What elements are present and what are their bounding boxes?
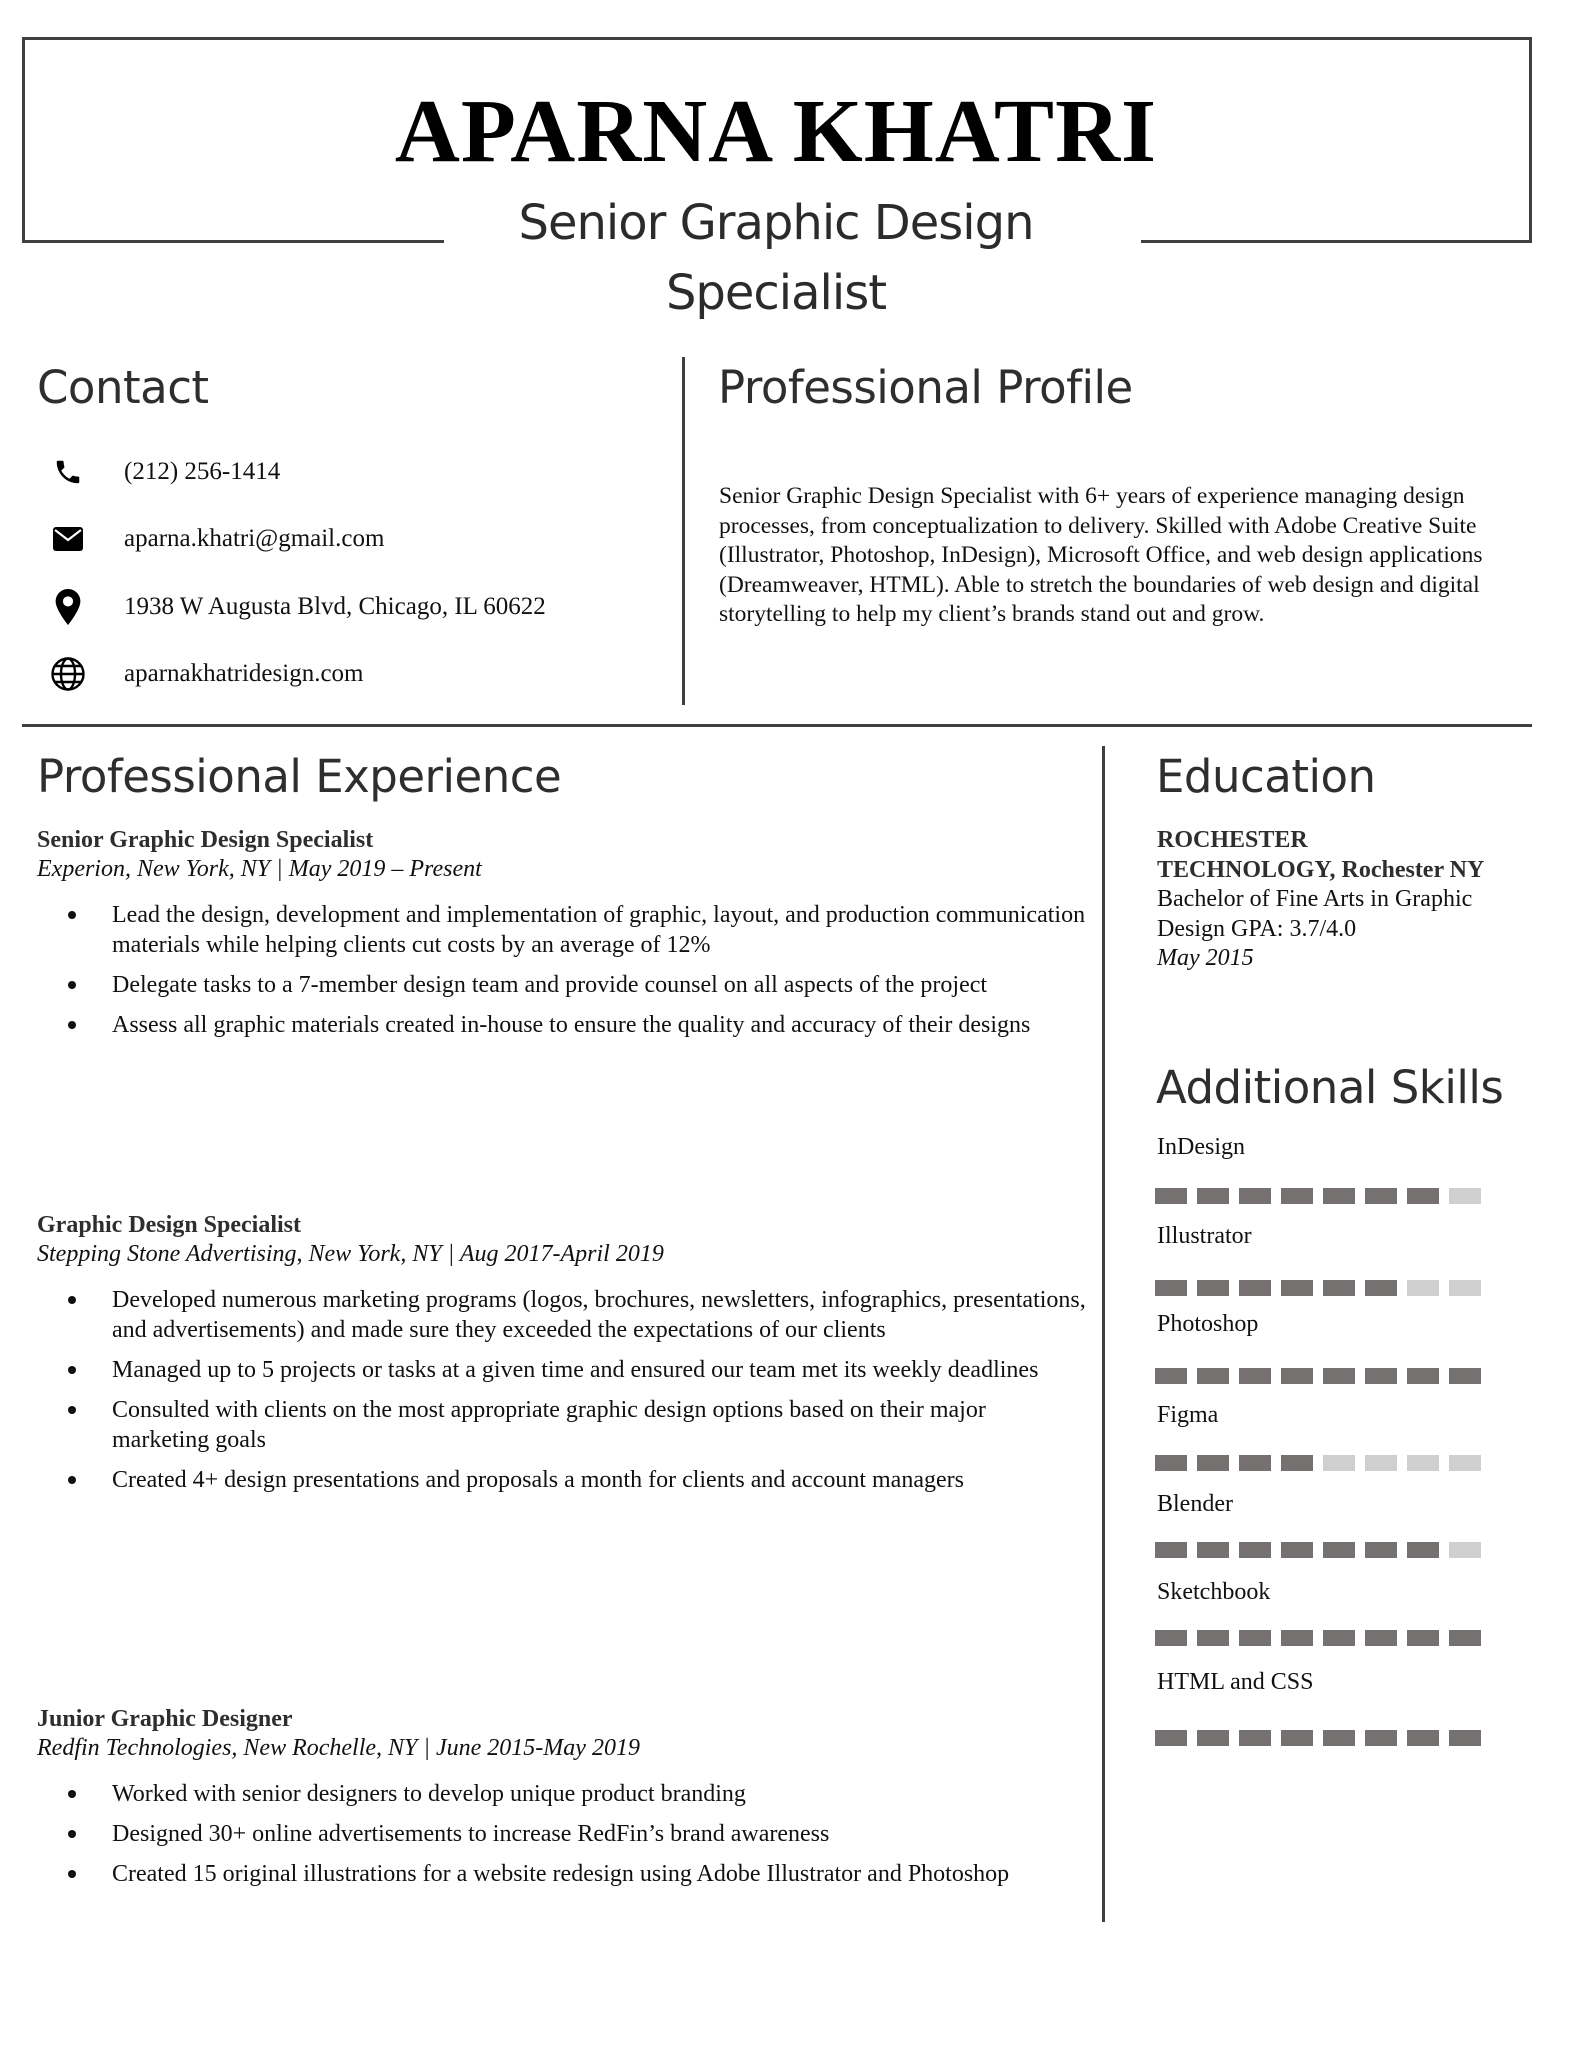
job-bullet	[37, 1285, 1087, 1345]
experience-heading: Professional Experience	[37, 750, 562, 803]
rating-segment-filled	[1323, 1368, 1355, 1384]
bullet-dot-icon	[68, 1476, 76, 1484]
rating-segment-empty	[1449, 1542, 1481, 1558]
rating-segment-filled	[1365, 1630, 1397, 1646]
rating-segment-filled	[1155, 1188, 1187, 1204]
job-bullet	[37, 1819, 1087, 1849]
bullet-text: Consulted with clients on the most appropriate graphic design options based on their major marketing goals	[112, 1397, 986, 1453]
rating-segment-filled	[1281, 1280, 1313, 1296]
rating-segment-filled	[1449, 1630, 1481, 1646]
rating-segment-filled	[1239, 1542, 1271, 1558]
school-name-line-1: ROCHESTER	[1157, 827, 1308, 853]
rating-segment-filled	[1239, 1455, 1271, 1471]
job-bullets	[37, 1285, 1087, 1495]
rating-segment-empty	[1449, 1188, 1481, 1204]
rating-segment-filled	[1449, 1730, 1481, 1746]
skill-name: Blender	[1157, 1491, 1233, 1517]
bullet-text: Created 4+ design presentations and proposals a month for clients and account managers	[112, 1467, 964, 1493]
rating-segment-filled	[1365, 1368, 1397, 1384]
skills-heading: Additional Skills	[1156, 1061, 1504, 1114]
rating-segment-filled	[1155, 1730, 1187, 1746]
job-bullet	[37, 1465, 1087, 1495]
rating-segment-filled	[1155, 1280, 1187, 1296]
contact-phone	[40, 452, 280, 492]
job-bullets	[37, 1779, 1087, 1889]
job-bullet	[37, 970, 1087, 1000]
contact-website	[40, 654, 364, 694]
rating-segment-filled	[1323, 1630, 1355, 1646]
contact-website-text: aparnakhatridesign.com	[124, 660, 364, 687]
rating-segment-filled	[1239, 1630, 1271, 1646]
contact-heading: Contact	[37, 361, 209, 414]
rating-segment-filled	[1365, 1280, 1397, 1296]
education-heading: Education	[1156, 750, 1376, 803]
rating-segment-filled	[1407, 1188, 1439, 1204]
rating-segment-empty	[1449, 1280, 1481, 1296]
rating-segment-filled	[1155, 1455, 1187, 1471]
bullet-dot-icon	[68, 911, 76, 919]
candidate-title-line-2: Specialist	[665, 265, 887, 321]
bullet-text: Managed up to 5 projects or tasks at a given time and ensured our team met its weekly deadlines	[112, 1357, 1039, 1383]
rating-segment-filled	[1365, 1188, 1397, 1204]
job-bullets	[37, 900, 1087, 1040]
skill-name: Photoshop	[1157, 1311, 1259, 1337]
rating-segment-filled	[1155, 1630, 1187, 1646]
map-pin-icon	[40, 591, 96, 623]
contact-email-text: aparna.khatri@gmail.com	[124, 525, 385, 552]
candidate-title	[0, 188, 1552, 328]
graduation-date: May 2015	[1157, 945, 1254, 971]
skill-rating-bar	[1155, 1730, 1481, 1746]
rating-segment-filled	[1281, 1542, 1313, 1558]
rating-segment-filled	[1281, 1188, 1313, 1204]
rating-segment-filled	[1281, 1630, 1313, 1646]
job-bullet	[37, 1779, 1087, 1809]
candidate-name: APARNA KHATRI	[394, 82, 1158, 181]
bullet-dot-icon	[68, 1830, 76, 1838]
bullet-dot-icon	[68, 1406, 76, 1414]
contact-address-text: 1938 W Augusta Blvd, Chicago, IL 60622	[124, 593, 546, 620]
rating-segment-filled	[1197, 1630, 1229, 1646]
header-box-top-border	[22, 37, 1532, 40]
skill-name: Figma	[1157, 1402, 1219, 1428]
rating-segment-empty	[1449, 1455, 1481, 1471]
skill-name: Sketchbook	[1157, 1579, 1271, 1605]
candidate-title-line-1: Senior Graphic Design	[518, 195, 1034, 251]
rating-segment-filled	[1281, 1455, 1313, 1471]
contact-email	[40, 519, 384, 559]
school-name-line-2: TECHNOLOGY, Rochester NY	[1157, 856, 1485, 883]
job-bullet	[37, 1859, 1087, 1889]
bullet-dot-icon	[68, 1021, 76, 1029]
job-company-dates: Experion, New York, NY | May 2019 – Present	[37, 856, 482, 882]
phone-icon	[40, 456, 96, 488]
skill-rating-bar	[1155, 1188, 1481, 1204]
rating-segment-filled	[1281, 1368, 1313, 1384]
profile-summary: Senior Graphic Design Specialist with 6+ years of experience managing design processes, from conceptualization to delivery. Skilled with Adobe Creative Suite (Illustrator, Photoshop, InDesign), Microsoft Office, and web design applications (Dreamweaver, HTML). Able to stretch the boundaries of web design and digital storytelling to help my client’s brands stand out and grow.	[719, 483, 1483, 627]
rating-segment-empty	[1365, 1455, 1397, 1471]
skill-name: HTML and CSS	[1157, 1669, 1314, 1695]
skill-rating-bar	[1155, 1542, 1481, 1558]
rating-segment-filled	[1281, 1730, 1313, 1746]
education-entry	[1157, 826, 1537, 974]
rating-segment-filled	[1323, 1542, 1355, 1558]
job-bullet	[37, 1355, 1087, 1385]
rating-segment-filled	[1323, 1280, 1355, 1296]
bullet-dot-icon	[68, 1366, 76, 1374]
rating-segment-filled	[1407, 1630, 1439, 1646]
top-column-divider	[682, 357, 685, 705]
job-entry-3	[37, 1705, 1087, 1899]
rating-segment-filled	[1155, 1542, 1187, 1558]
contact-address	[40, 587, 546, 627]
bullet-dot-icon	[68, 1296, 76, 1304]
bottom-column-divider	[1102, 746, 1105, 1922]
job-company-dates: Redfin Technologies, New Rochelle, NY | June 2015-May 2019	[37, 1735, 640, 1761]
rating-segment-filled	[1239, 1188, 1271, 1204]
rating-segment-filled	[1449, 1368, 1481, 1384]
bullet-dot-icon	[68, 1790, 76, 1798]
job-title: Senior Graphic Design Specialist	[37, 827, 374, 853]
bullet-text: Worked with senior designers to develop unique product branding	[112, 1781, 746, 1807]
bullet-dot-icon	[68, 1870, 76, 1878]
rating-segment-filled	[1197, 1730, 1229, 1746]
rating-segment-filled	[1239, 1368, 1271, 1384]
bullet-text: Created 15 original illustrations for a website redesign using Adobe Illustrator and Photoshop	[112, 1861, 1010, 1887]
rating-segment-filled	[1239, 1730, 1271, 1746]
rating-segment-empty	[1323, 1455, 1355, 1471]
rating-segment-filled	[1197, 1542, 1229, 1558]
job-entry-2	[37, 1211, 1087, 1505]
skill-rating-bar	[1155, 1455, 1481, 1471]
envelope-icon	[40, 523, 96, 555]
bullet-text: Designed 30+ online advertisements to increase RedFin’s brand awareness	[112, 1821, 830, 1847]
job-entry-1	[37, 826, 1087, 1050]
contact-phone-text: (212) 256-1414	[124, 458, 281, 485]
skill-rating-bar	[1155, 1630, 1481, 1646]
skill-rating-bar	[1155, 1280, 1481, 1296]
profile-heading: Professional Profile	[718, 361, 1133, 414]
rating-segment-filled	[1197, 1368, 1229, 1384]
bullet-text: Delegate tasks to a 7-member design team and provide counsel on all aspects of the project	[112, 972, 988, 998]
degree: Bachelor of Fine Arts in Graphic Design GPA: 3.7/4.0	[1157, 886, 1473, 942]
job-bullet	[37, 1010, 1087, 1040]
rating-segment-filled	[1365, 1730, 1397, 1746]
bullet-text: Lead the design, development and implementation of graphic, layout, and production communication materials while helping clients cut costs by an average of 12%	[112, 902, 1086, 958]
bullet-text: Developed numerous marketing programs (logos, brochures, newsletters, infographics, presentations, and advertisements) and made sure they exceeded the expectations of our clients	[112, 1287, 1086, 1343]
bullet-dot-icon	[68, 981, 76, 989]
skill-name: Illustrator	[1157, 1223, 1252, 1249]
rating-segment-filled	[1407, 1730, 1439, 1746]
section-divider	[22, 724, 1532, 727]
skill-rating-bar	[1155, 1368, 1481, 1384]
rating-segment-empty	[1407, 1280, 1439, 1296]
job-company-dates: Stepping Stone Advertising, New York, NY | Aug 2017-April 2019	[37, 1241, 664, 1267]
rating-segment-filled	[1323, 1188, 1355, 1204]
globe-icon	[40, 658, 96, 690]
rating-segment-filled	[1323, 1730, 1355, 1746]
job-bullet	[37, 900, 1087, 960]
rating-segment-filled	[1365, 1542, 1397, 1558]
rating-segment-filled	[1155, 1368, 1187, 1384]
job-bullet	[37, 1395, 1087, 1455]
job-title: Junior Graphic Designer	[37, 1706, 293, 1732]
bullet-text: Assess all graphic materials created in-house to ensure the quality and accuracy of their designs	[112, 1012, 1031, 1038]
rating-segment-filled	[1197, 1280, 1229, 1296]
rating-segment-filled	[1197, 1188, 1229, 1204]
rating-segment-filled	[1407, 1542, 1439, 1558]
rating-segment-empty	[1407, 1455, 1439, 1471]
rating-segment-filled	[1197, 1455, 1229, 1471]
job-title: Graphic Design Specialist	[37, 1212, 302, 1238]
skill-name: InDesign	[1157, 1134, 1245, 1160]
rating-segment-filled	[1239, 1280, 1271, 1296]
rating-segment-filled	[1407, 1368, 1439, 1384]
